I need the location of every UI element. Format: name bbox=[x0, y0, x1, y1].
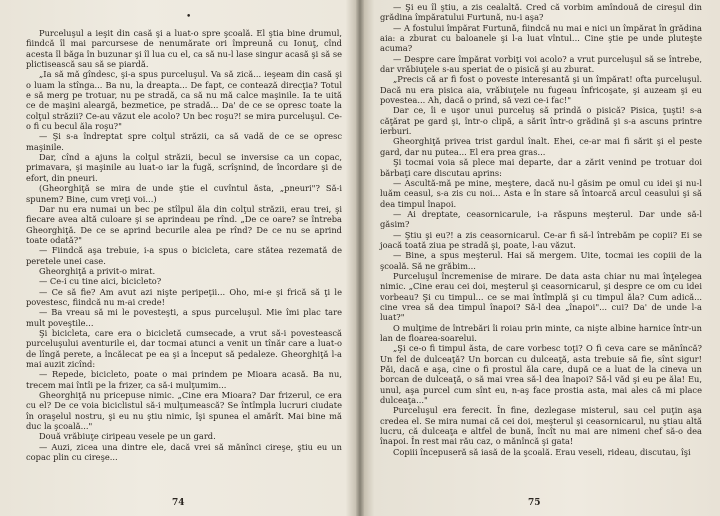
left-page-text bbox=[26, 28, 342, 462]
paragraph: Dar, cînd a ajuns la colţul străzii, becul se inversise ca un copac, primavara, şi maşinile au luat-o iar la fugă, scrîşnind, de încordare şi de efort, din pneuri. bbox=[26, 152, 342, 183]
paragraph: Copiii începuseră să iasă de la şcoală. Erau veseli, rideau, discutau, îşi bbox=[393, 446, 691, 457]
right-page bbox=[362, 0, 720, 516]
paragraph: — Ce să fie? Am avut azi nişte peripeţii... Oho, mi-e şi frică să ţi le povestesc, fiindcă nu m-ai crede! bbox=[26, 286, 342, 307]
paragraph: — Repede, bicicleto, poate o mai prindem pe Mioara acasă. Ba nu, trecem mai întîi pe la frizer, ca să-i mulţumim... bbox=[26, 369, 342, 390]
paragraph: O mulţime de întrebări îi roiau prin minte, ca nişte albine harnice într-un lan de floarea-soarelui. bbox=[380, 322, 702, 343]
page-number: 75 bbox=[528, 498, 541, 508]
paragraph: Gheorghiţă nu pricepuse nimic. „Cine era Mioara? Dar frizerul, ce era cu el? De ce voia biciclistul să-i mulţumească? Se întîmpla lucruri ciudate în oraşelul nostru, şi eu nu ştiu nimic, îşi spunea el amărît. Mai bine mă duc la şcoală..." bbox=[26, 390, 342, 432]
page-number: 74 bbox=[172, 498, 185, 508]
left-page bbox=[0, 0, 358, 516]
paragraph: Dar ce, îi e uşor unui purceluş să prindă o pisică? Pisica, ţuşti! s-a căţărat pe gard şi, într-o clipă, a sărit într-o grădină şi s-a ascuns printre ierburi. bbox=[380, 105, 702, 137]
paragraph: „Şi ce-o fi timpul ăsta, de care vorbesc toţi? O fi ceva care se mănîncă? Un fel de dulceaţă? Un borcan cu dulceaţă, asta trebuie să fie, sînt sigur! Păi, dacă e aşa, cine o fi prostul ăla care, după ce a luat de la cineva un borcan de dulceaţă, o să mai vrea să-l dea înapoi? Să-l văd şi eu pe ăla! Eu, unul, aşa purcel cum sînt eu, n-aş face prostia asta, mai ales că mi place dulceaţa..." bbox=[380, 343, 702, 406]
right-page-text bbox=[380, 2, 702, 457]
paragraph: Purceluşul era ferecit. În fine, dezlegase misterul, sau cel puţin aşa credea el. Se mira numai că cei doi, meşterul şi ceasornicarul, nu ştiau altă lucru, că dulceaţa e altfel de bună, încît nu mai are nimeni chef să-o dea înapoi. În rest mai rău caz, o mănîncă şi gata! bbox=[380, 405, 702, 447]
paragraph: — Bine, a spus meşterul. Hai să mergem. Uite, tocmai ies copiii de la şcoală. Să ne grăbim... bbox=[380, 250, 702, 271]
paragraph: — Ce-i cu tine aici, bicicleto? bbox=[39, 276, 162, 287]
paragraph: — Ai dreptate, ceasornicarule, i-a răspuns meşterul. Dar unde să-l găsim? bbox=[380, 208, 702, 230]
paragraph: Şi tocmai voia să plece mai departe, dar a zărit venind pe trotuar doi bărbaţi care discutau aprins: bbox=[380, 157, 702, 178]
paragraph: Dar nu era numai un bec pe stîlpul ăla din colţul străzii, erau trei, şi fiecare avea altă culoare şi se aprindeau pe rînd. „De ce oare? se întreba Gheorghiţă. De ce se aprind becurile alea pe rînd? De ce nu se aprind toate odată?" bbox=[26, 203, 342, 245]
page-mark: • bbox=[186, 12, 192, 22]
paragraph: Gheorghiţă privea trist gardul înalt. Ehei, ce-ar mai fi sărit şi el peste gard, dar nu putea... El era prea gras... bbox=[380, 136, 702, 157]
paragraph: — Şi eu îl ştiu, a zis cealaltă. Cred că vorbim amîndouă de cireşul din grădina împăratului Furtună, nu-i aşa? bbox=[380, 2, 702, 23]
paragraph: Două vrăbiuţe ciripeau vesele pe un gard. bbox=[39, 431, 216, 442]
paragraph: Gheorghiţă a privit-o mirat. bbox=[39, 265, 156, 276]
paragraph: — Ba vreau să mi le povesteşti, a spus purceluşul. Mie îmi plac tare mult poveştile... bbox=[26, 307, 342, 328]
paragraph: Purceluşul a ieşit din casă şi a luat-o spre şcoală. El ştia bine drumul, fiindcă îl mai parcursese de nenumărate ori împreună cu Ionuţ, cînd acesta îl băga în buzunar şi îl lua cu el, ca să nu-l lase singur acasă şi să se plictisească sau să se piardă. bbox=[26, 28, 342, 70]
paragraph: — Ştiu şi eu?! a zis ceasornicarul. Ce-ar fi să-l întrebăm pe copii? Ei se joacă toată ziua pe stradă şi, poate, l-au văzut. bbox=[380, 229, 702, 250]
paragraph: — A fostului împărat Furtună, fiindcă nu mai e nici un împărat în grădina aia: a zburat cu baloanele şi l-a luat vîntul... Cine ştie pe unde pluteşte acuma? bbox=[380, 22, 702, 54]
paragraph: — Ascultă-mă pe mine, meştere, dacă nu-l găsim pe omul cu idei şi nu-l luăm ceasul, s-a zis cu noi... Asta e în stare să întoarcă arcul ceasului şi să dea timpul înapoi. bbox=[380, 177, 702, 209]
paragraph: — Şi s-a îndreptat spre colţul străzii, ca să vadă de ce se opresc maşinile. bbox=[26, 131, 342, 152]
paragraph: — Fiindcă aşa trebuie, i-a spus o bicicleta, care stătea rezemată de peretele unei case. bbox=[26, 245, 342, 266]
paragraph: — Despre care împărat vorbiţi voi acolo? a vrut purceluşul să se întrebe, dar vrăbiuţele s-au speriat de o pisică şi au zburat. bbox=[380, 53, 702, 75]
paragraph: „Precis că ar fi fost o poveste interesantă şi un împărat! ofta purceluşul. Dacă nu era pisica aia, vrăbiuţele nu fugeau înfricoşate, şi auzeam şi eu povestea... Ah, dacă o prind, să vezi ce-i fac!" bbox=[380, 74, 702, 106]
paragraph: (Gheorghiţă se mira de unde ştie el cuvîntul ăsta, „pneuri"? Să-i spunem? Bine, cum vreţi voi...) bbox=[26, 183, 342, 204]
paragraph: — Auzi, zicea una dintre ele, dacă vrei să mănînci cireşe, ştiu eu un copac plin cu cireşe... bbox=[26, 441, 342, 463]
paragraph: Şi bicicleta, care era o bicicletă cumsecade, a vrut să-i povestească purceluşului aventurile ei, dar tocmai atunci a venit un tînăr care a luat-o de lîngă perete, a încălecat pe ea şi a început să pedaleze. Gheorghiţă l-a mai auzit zicînd: bbox=[26, 327, 342, 369]
paragraph: Purceluşul încremenise de mirare. De data asta chiar nu mai înţelegea nimic. „Cine erau cei doi, meşterul şi ceasornicarul, şi despre ce om cu idei vorbeau? Şi cu timpul... ce se mai întîmplă şi cu timpul ăla? Cum adică... cine vrea să dea timpul înapoi? Să-l dea „înapoi"... cui? Da' de unde l-a luat?" bbox=[380, 270, 702, 323]
paragraph: „Ia să mă gîndesc, şi-a spus purceluşul. Va să zică... ieşeam din casă şi o luam la stînga... Ba nu, la dreapta... De fapt, ce contează direcţia? Totul e să merg pe trotuar, nu pe stradă, ca să nu mă calce maşinile. Ia te uită ce de maşini aleargă, bezmetice, pe stradă... Da' de ce se opresc toate la colţul străzii? Ce-au văzut ele acolo? Un bec roşu?! se mira purceluşul. Ce-o fi cu becul ăla roşu?" bbox=[26, 69, 342, 132]
